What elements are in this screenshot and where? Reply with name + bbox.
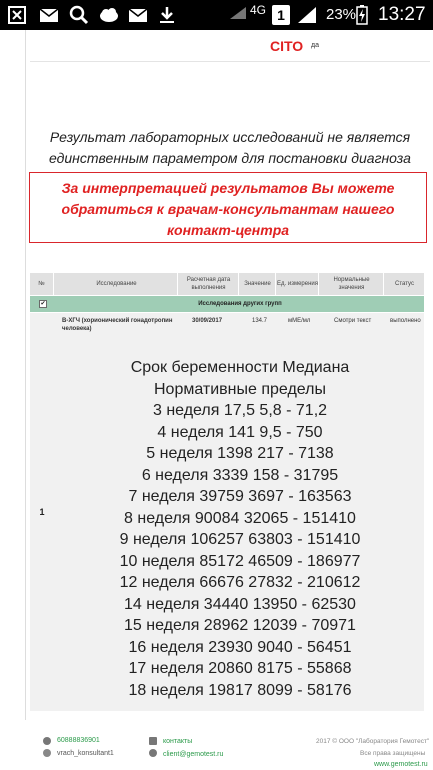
norm-line: 17 неделя 20860 8175 - 55868	[128, 660, 352, 677]
test-unit: мМЕ/мл	[288, 318, 311, 324]
mail-icon	[38, 5, 60, 25]
col-header-norm: Нормальные значения	[320, 273, 384, 295]
status-bar	[0, 0, 433, 30]
norm-line: 9 неделя 106257 63803 - 151410	[119, 531, 361, 548]
skype-icon	[43, 749, 51, 757]
norm-line: Срок беременности Медиана Нормативные пределы	[130, 359, 350, 398]
footer-skype[interactable]: vrach_konsultant1	[57, 750, 114, 757]
sim-slot-badge: 1	[272, 5, 290, 25]
group-label: Исследования других групп	[198, 301, 282, 307]
col-header-unit: Ед. измерения	[277, 273, 319, 295]
cito-row	[30, 30, 430, 62]
test-date: 30/09/2017	[192, 318, 223, 324]
norm-line: 15 неделя 28962 12039 - 70971	[124, 617, 356, 634]
search-icon	[68, 5, 90, 25]
norm-line: 6 неделя 3339 158 - 31795	[141, 466, 339, 484]
network-type: 4G	[250, 3, 267, 17]
col-header-date: Расчетная дата выполнения	[179, 273, 239, 295]
group-checkbox[interactable]: ✔	[40, 301, 46, 307]
norm-line: 7 неделя 39759 3697 - 163563	[128, 488, 352, 505]
norm-reference-block	[56, 357, 424, 701]
close-box-icon	[6, 5, 28, 25]
norm-line: 8 неделя 90084 32065 - 151410	[124, 509, 356, 527]
col-header-num: №	[30, 273, 54, 295]
test-value: 134.7	[252, 318, 268, 324]
col-header-status: Статус	[395, 281, 414, 287]
col-header-value: Значение	[240, 273, 276, 295]
norm-line: 3 неделя 17,5 5,8 - 71,2	[152, 402, 328, 419]
at-icon	[149, 749, 157, 757]
test-name: В-ХГЧ (хорионический гонадотропин человека)	[62, 318, 173, 332]
row-values	[56, 313, 424, 343]
norm-line: 5 неделя 1398 217 - 7138	[146, 445, 334, 462]
test-status: выполнено	[390, 318, 421, 324]
cloud-icon	[98, 5, 120, 25]
footer	[0, 728, 433, 770]
book-icon	[149, 737, 157, 745]
battery-charging-icon	[354, 5, 370, 25]
norm-line: 4 неделя 141 9,5 - 750	[157, 423, 323, 441]
warning-text: За интерпретацией результатов Вы можете обратиться к врачам-консультантам нашего контакт-центра	[61, 180, 395, 238]
clock: 13:27	[378, 4, 426, 25]
disclaimer-text: Результат лабораторных исследований не является единственным параметром для постановки диагноза	[49, 129, 411, 166]
signal-icon	[296, 5, 318, 25]
footer-email-link[interactable]: client@gemotest.ru	[163, 751, 224, 758]
norm-line: 10 неделя 85172 46509 - 186977	[119, 552, 361, 570]
cito-value: да	[311, 42, 319, 49]
phone-icon	[43, 737, 51, 745]
warning-box	[29, 172, 427, 243]
footer-phone[interactable]: 60888836901	[57, 737, 100, 744]
mail-icon	[127, 5, 149, 25]
footer-copyright: 2017 © ООО "Лаборатория Гемотест"	[316, 738, 430, 745]
footer-site-link[interactable]: www.gemotest.ru	[374, 761, 428, 768]
norm-line: 14 неделя 34440 13950 - 62530	[124, 595, 356, 613]
wifi-icon	[228, 5, 250, 25]
cito-label: CITO	[270, 38, 304, 54]
table-header	[30, 273, 424, 295]
norm-line: 12 неделя 66676 27832 - 210612	[119, 574, 361, 591]
footer-rights: Все права защищены	[360, 750, 426, 757]
norm-line: 18 неделя 19817 8099 - 58176	[128, 681, 352, 699]
col-header-test: Исследование	[56, 273, 178, 295]
battery-percent: 23%	[326, 6, 357, 23]
test-norm: Смотри текст	[334, 318, 372, 324]
download-icon	[156, 5, 178, 25]
norm-line: 16 неделя 23930 9040 - 56451	[128, 638, 352, 656]
group-row[interactable]	[30, 296, 424, 312]
table-row	[30, 313, 424, 711]
row-number: 1	[39, 507, 45, 517]
footer-contacts-link[interactable]: контакты	[163, 738, 193, 745]
